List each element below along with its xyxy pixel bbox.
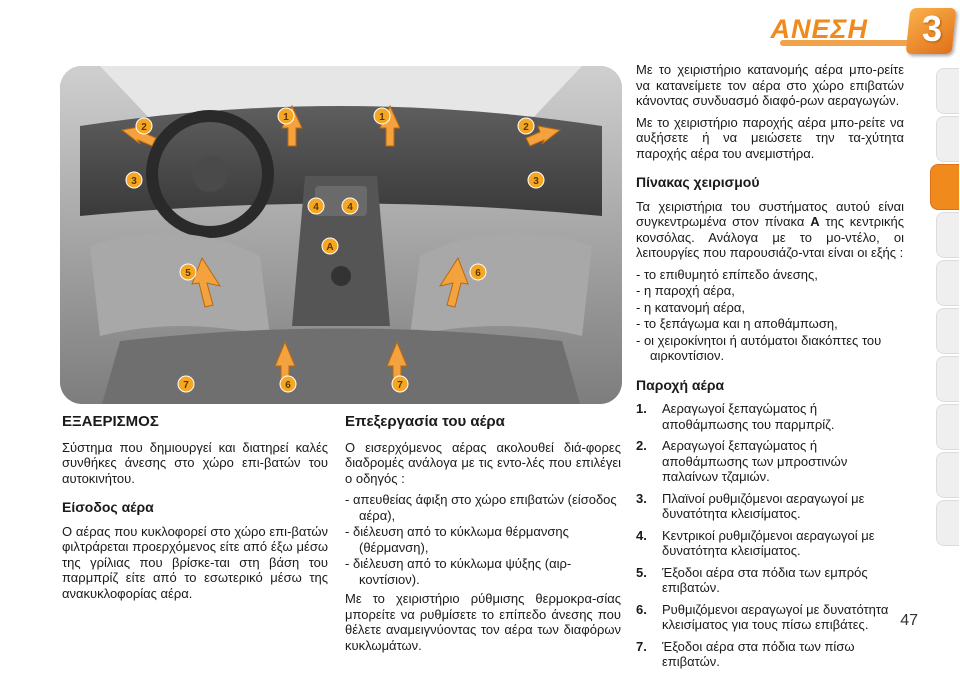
vent-number: 6.	[636, 601, 647, 617]
callout-label: 6	[475, 268, 481, 279]
ventilation-intro: Σύστημα που δημιουργεί και διατηρεί καλές συνθήκες άνεσης στο χώρο επι-βατών του αυτοκινήτου.	[62, 439, 328, 486]
section-heading-ventilation: ΕΞΑΕΡΙΣΜΟΣ	[62, 413, 159, 430]
vent-description: Αεραγωγοί ξεπαγώματος ή αποθάμπωσης του παρμπρίζ.	[662, 401, 835, 432]
air-inlet-text: Ο αέρας που κυκλοφορεί στο χώρο επι-βατών φιλτράρεται προερχόμενος είτε από έξω μέσω της γρίλιας που βρίσκε-ται στη βάση του παρμπρίζ είτε από το εσωτερικό μέσω της ανακυκλοφορίας αέρα.	[62, 523, 328, 601]
callout-label: 3	[533, 176, 539, 187]
vent-item	[636, 491, 904, 522]
section-heading-air-inlet: Είσοδος αέρα	[62, 499, 154, 515]
list-item: - το ξεπάγωμα και η αποθάμπωση,	[636, 316, 904, 332]
chapter-tab-strip	[936, 68, 960, 588]
cabin-diagram	[60, 66, 622, 404]
chapter-tab[interactable]	[936, 212, 959, 258]
callout-label: 7	[183, 380, 189, 391]
callout-label: 1	[283, 112, 289, 123]
chapter-tab[interactable]	[936, 260, 959, 306]
vent-number: 4.	[636, 527, 647, 543]
rear-seats	[102, 329, 580, 405]
callout-label: 6	[285, 380, 291, 391]
gear-knob	[331, 266, 351, 286]
chapter-tab[interactable]	[936, 308, 959, 354]
chapter-tab[interactable]	[936, 452, 959, 498]
chapter-tab[interactable]	[936, 68, 959, 114]
vent-number: 2.	[636, 438, 647, 453]
chapter-tab[interactable]	[936, 116, 959, 162]
callout-label: A	[326, 242, 334, 253]
vent-item	[636, 528, 904, 559]
middle-column	[345, 414, 621, 659]
air-treatment-intro: Ο εισερχόμενος αέρας ακολουθεί διά-φορες διαδρομές ανάλογα με τις εντο-λές που επιλέγει ο οδηγός :	[345, 439, 621, 486]
left-column	[62, 414, 328, 607]
vent-description: Έξοδοι αέρα στα πόδια των εμπρός επιβατών.	[662, 564, 868, 595]
vent-description: Ρυθμιζόμενοι αεραγωγοί με δυνατότητα κλεισίματος για τους πίσω επιβάτες.	[662, 601, 889, 632]
callout-label: 4	[347, 202, 353, 213]
page-header	[0, 0, 960, 56]
cabin-ventilation-illustration	[60, 66, 622, 404]
list-item: - διέλευση από το κύκλωμα θέρμανσης (θέρμανση),	[345, 524, 621, 555]
section-heading-air-treatment: Επεξεργασία του αέρα	[345, 413, 505, 430]
vent-item	[636, 565, 904, 596]
vent-item	[636, 438, 904, 485]
vent-number: 1.	[636, 401, 647, 416]
vent-number: 5.	[636, 564, 647, 580]
callout-label: 2	[141, 122, 147, 133]
chapter-tab[interactable]	[936, 500, 959, 546]
function-list	[636, 267, 904, 364]
control-panel-text-end: της κεντρικής κονσόλας. Ανάλογα με το μο-ντέλο, οι λειτουργίες που παρουσιάζο-νται είναι οι εξής :	[636, 214, 904, 260]
panel-letter: A	[810, 214, 820, 229]
flow-text: Με το χειριστήριο παροχής αέρα μπο-ρείτε να αυξήσετε ή να μειώσετε την τα-χύτητα παροχής αέρα του ανεμιστήρα.	[636, 114, 904, 161]
section-heading-control-panel: Πίνακας χειρισμού	[636, 174, 760, 190]
callout-label: 7	[397, 380, 403, 391]
chapter-number: 3	[921, 8, 942, 49]
right-column	[636, 62, 904, 676]
vent-number: 3.	[636, 490, 647, 506]
vent-description: Πλαϊνοί ρυθμιζόμενοι αεραγωγοί με δυνατότητα κλεισίματος.	[662, 490, 865, 521]
section-heading-air-supply: Παροχή αέρα	[636, 376, 725, 393]
chapter-tab-active[interactable]	[930, 164, 959, 210]
callout-label: 4	[313, 202, 319, 213]
control-panel-text	[636, 199, 904, 261]
chapter-tab[interactable]	[936, 356, 959, 402]
vent-item	[636, 639, 904, 670]
callout-label: 5	[185, 268, 191, 279]
page-number: 47	[900, 612, 918, 629]
air-treatment-outro: Με το χειριστήριο ρύθμισης θερμοκρα-σίας μπορείτε να ρυθμίσετε το επίπεδο άνεσης που θέλετε αναμειγνύοντας τον αέρα των διαφόρων κυκλωμάτων.	[345, 591, 621, 653]
callout-label: 2	[523, 122, 529, 133]
vent-description: Έξοδοι αέρα στα πόδια των πίσω επιβατών.	[662, 638, 855, 669]
list-item: - το επιθυμητό επίπεδο άνεσης,	[636, 267, 904, 283]
vent-description: Αεραγωγοί ξεπαγώματος ή αποθάμπωσης των μπροστινών παλαίνων τζαμιών.	[662, 438, 848, 484]
front-right-floor	[410, 233, 592, 336]
list-item: - διέλευση από το κύκλωμα ψύξης (αιρ-κοντίσιον).	[345, 556, 621, 587]
air-path-list	[345, 492, 621, 587]
control-panel-text-start: Τα χειριστήρια του συστήματος αυτού είναι συγκεντρωμένα στον πίνακα	[636, 198, 904, 229]
list-item: - η παροχή αέρα,	[636, 283, 904, 299]
list-item: - οι χειροκίνητοι ή αυτόματοι διακόπτες του αιρκοντίσιον.	[636, 333, 904, 364]
vent-item	[636, 602, 904, 633]
steering-hub	[192, 156, 228, 192]
vent-list	[636, 401, 904, 670]
vent-item	[636, 401, 904, 432]
chapter-title: ΑΝΕΣΗ	[770, 14, 868, 44]
distribution-text: Με το χειριστήριο κατανομής αέρα μπο-ρείτε να κατανείμετε τον αέρα στο χώρο επιβατών κάνοντας συνδυασμό διαφό-ρων αεραγωγών.	[636, 62, 904, 108]
list-item: - η κατανομή αέρα,	[636, 300, 904, 316]
vent-description: Κεντρικοί ρυθμιζόμενοι αεραγωγοί με δυνατότητα κλεισίματος.	[662, 527, 875, 558]
callout-label: 3	[131, 176, 137, 187]
front-left-floor	[90, 233, 270, 336]
chapter-tab[interactable]	[936, 404, 959, 450]
list-item: - απευθείας άφιξη στο χώρο επιβατών (είσοδος αέρα),	[345, 492, 621, 523]
callout-label: 1	[379, 112, 385, 123]
vent-number: 7.	[636, 638, 647, 654]
